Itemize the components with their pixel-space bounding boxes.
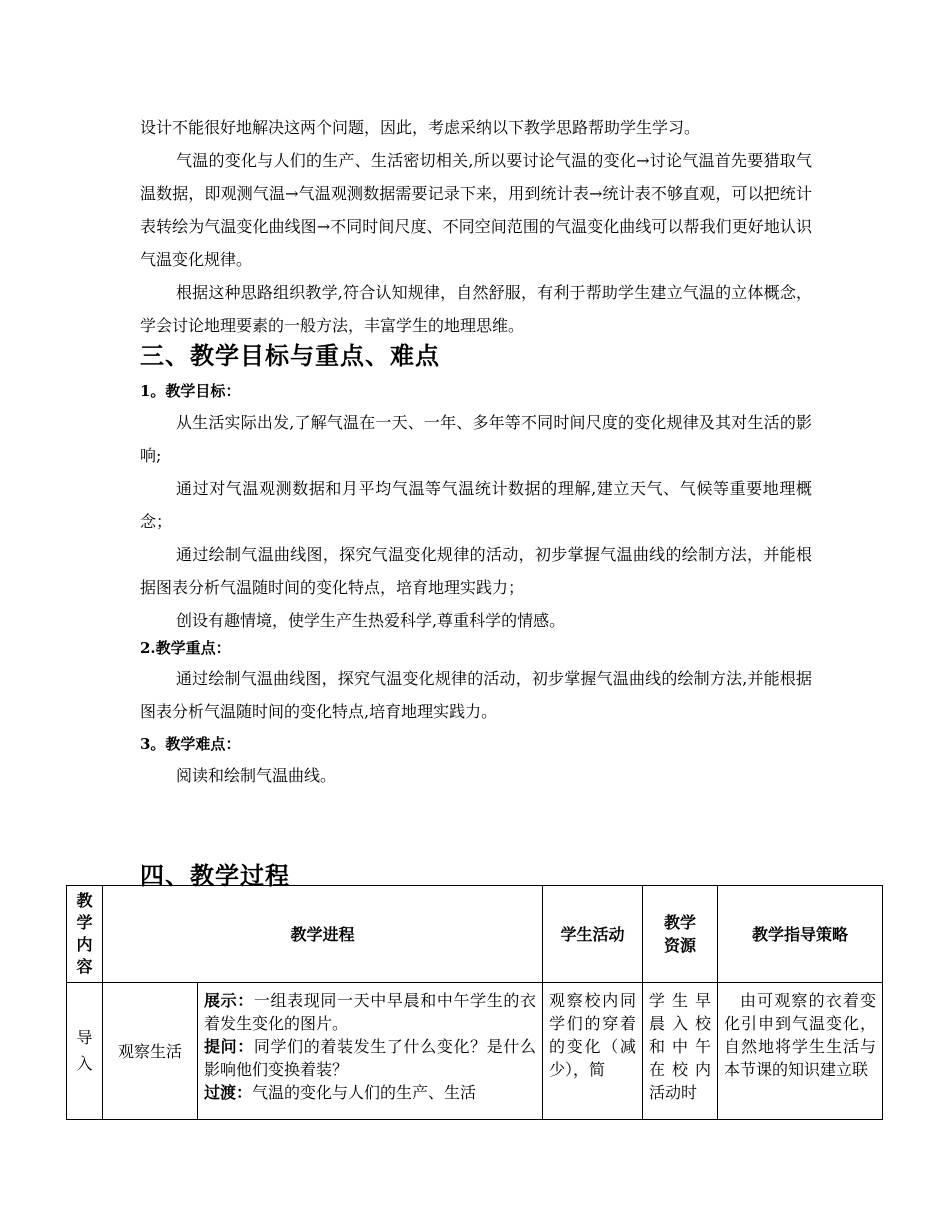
transition-label: 过渡： xyxy=(204,1083,253,1102)
section-4-title: 四、教学过程 xyxy=(140,861,290,890)
difficulty-heading: 3。教学难点： xyxy=(140,735,241,753)
key-points-heading: 2.教学重点： xyxy=(140,639,231,657)
row-strategy-cell: 由可观察的衣着变化引申到气温变化，自然地将学生生活与本节课的知识建立联 xyxy=(718,983,883,1120)
difficulty-text: 阅读和绘制气温曲线。 xyxy=(176,766,337,785)
section-3-title: 三、教学目标与重点、难点 xyxy=(140,341,440,370)
intro-paragraph-1: 设计不能很好地解决这两个问题，因此，考虑采纳以下教学思路帮助学生学习。 xyxy=(140,118,701,137)
show-text: 一组表现同一天中早晨和中午学生的衣着发生变化的图片。 xyxy=(204,991,536,1033)
ask-text: 同学们的着装发生了什么变化？是什么影响他们变换着装？ xyxy=(204,1037,536,1079)
header-content: 教学内容 xyxy=(67,886,103,983)
teaching-process-table xyxy=(66,885,883,1120)
goals-heading: 1。教学目标： xyxy=(140,382,241,400)
goal-4: 创设有趣情境，使学生产生热爱科学,尊重科学的情感。 xyxy=(176,611,566,630)
header-student-activity: 学生活动 xyxy=(543,886,643,983)
header-process: 教学进程 xyxy=(103,886,543,983)
table-row xyxy=(67,983,883,1120)
transition-text: 气温的变化与人们的生产、生活 xyxy=(252,1083,477,1102)
table-header-row xyxy=(67,886,883,983)
goal-3: 通过绘制气温曲线图，探究气温变化规律的活动，初步掌握气温曲线的绘制方法，并能根据图表分析气温随时间的变化特点，培育地理实践力； xyxy=(140,545,812,597)
goal-1: 从生活实际出发,了解气温在一天、一年、多年等不同时间尺度的变化规律及其对生活的影响; xyxy=(140,413,812,465)
goal-2: 通过对气温观测数据和月平均气温等气温统计数据的理解,建立天气、气候等重要地理概念； xyxy=(140,479,812,531)
header-strategy: 教学指导策略 xyxy=(718,886,883,983)
row-student-cell: 观察校内同学们的穿着的变化（减少），简 xyxy=(543,983,643,1120)
row-process-cell xyxy=(198,983,543,1120)
ask-label: 提问： xyxy=(204,1037,254,1056)
row-topic-cell: 观察生活 xyxy=(103,983,198,1120)
row-content-cell: 导入 xyxy=(67,983,103,1120)
key-points-text: 通过绘制气温曲线图，探究气温变化规律的活动，初步掌握气温曲线的绘制方法,并能根据图表分析气温随时间的变化特点,培育地理实践力。 xyxy=(140,669,812,721)
show-label: 展示： xyxy=(204,991,254,1010)
header-resource: 教学资源 xyxy=(643,886,718,983)
intro-paragraph-3: 根据这种思路组织教学,符合认知规律，自然舒服，有利于帮助学生建立气温的立体概念，学会讨论地理要素的一般方法，丰富学生的地理思维。 xyxy=(140,283,812,335)
intro-paragraph-2: 气温的变化与人们的生产、生活密切相关,所以要讨论气温的变化→讨论气温首先要猎取气温数据，即观测气温→气温观测数据需要记录下来，用到统计表→统计表不够直观，可以把统计表转绘为气温变化曲线图→不同时间尺度、不同空间范围的气温变化曲线可以帮我们更好地认识气温变化规律。 xyxy=(140,151,812,269)
row-resource-cell: 学生早晨入校和中午在校内活动时 xyxy=(643,983,718,1120)
